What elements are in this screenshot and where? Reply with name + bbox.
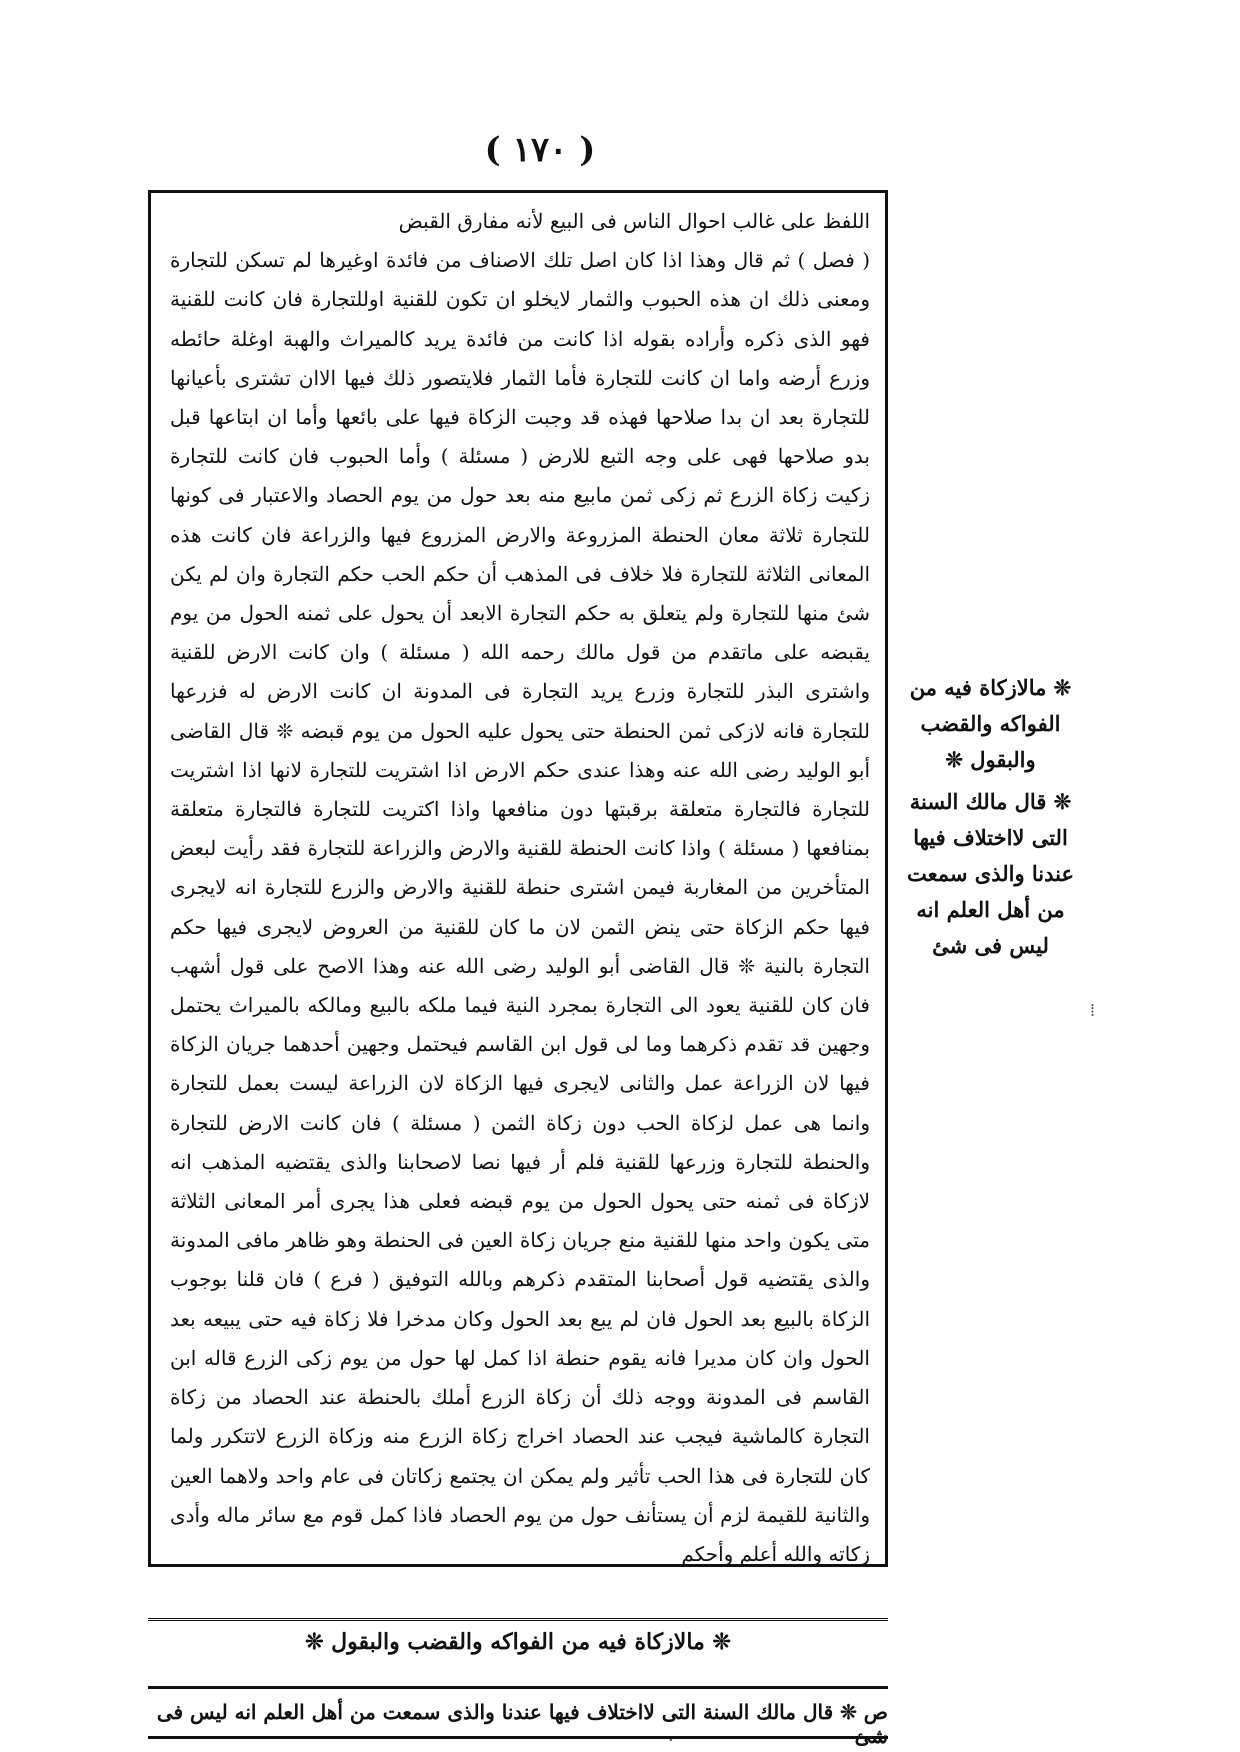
paragraph-body: ( فصل ) ثم قال وهذا اذا كان اصل تلك الاصناف من فائدة اوغيرها لم تسكن للتجارة ومعنى ذلك ان هذه الحبوب والثمار لايخلو ان تكون للقنية اوللتجارة فان كانت للقنية فهو الذى ذكره وأراده بقوله اذا كانت من فائدة يريد كالميراث والهبة اوغلة حائطه وزرع أرضه واما ان كانت للتجارة فأما الثمار فلايتصور ذلك فيها الاان تشترى بأعيانها للتجارة بعد ان بدا صلاحها فهذه قد وجبت الزكاة فيها على بائعها وأما ان ابتاعها قبل بدو صلاحها فهى على وجه التبع للارض ( مسئلة ) وأما الحبوب فان كانت للتجارة زكيت زكاة الزرع ثم زكى ثمن مابيع منه بعد حول من يوم الحصاد والاعتبار فى كونها للتجارة ثلاثة معان الحنطة المزروعة والارض المزروع فيها والزراعة فان كانت هذه المعانى الثلاثة للتجارة فلا خلاف فى المذهب أن حكم الحب حكم التجارة وان لم يكن شئ منها للتجارة ولم يتعلق به حكم التجارة الابعد أن يحول على ثمنه الحول من يوم يقبضه على ماتقدم من قول مالك رحمه الله ( مسئلة ) وان كانت الارض للقنية واشترى البذر للتجارة وزرع يريد التجارة فى المدونة ان كانت الارض له فزرعها للتجارة فانه لازكى ثمن الحنطة حتى يحول عليه الحول من يوم قبضه ❊ قال القاضى أبو الوليد رضى الله عنه وهذا عندى حكم الارض اذا اشتريت للتجارة لانها اذا اشتريت للتجارة فالتجارة متعلقة برقبتها دون منافعها واذا اكتريت للتجارة فالتجارة متعلقة بمنافعها ( مسئلة ) واذا كانت الحنطة للقنية والارض والزراعة للتجارة فقد رأيت لبعض المتأخرين من المغاربة فيمن اشترى حنطة للقنية والارض والزرع للتجارة انه لايجرى فيها حكم الزكاة حتى ينض الثمن لان ما كان للقنية من العروض لايجرى فيها حكم التجارة بالنية ❊ قال القاضى أبو الوليد رضى الله عنه وهذا الاصح على قول أشهب فان كان للقنية يعود الى التجارة بمجرد النية فيما ملكه بالبيع ومالكه بالميراث يحتمل وجهين قد تقدم ذكرهما وما لى قول ابن القاسم فيحتمل وجهين أحدهما جريان الزكاة فيها لان الزراعة عمل والثانى لايجرى فيها الزكاة لان الزراعة ليست بعمل للتجارة وانما هى عمل لزكاة الحب دون زكاة الثمن ( مسئلة ) فان كانت الارض للتجارة والحنطة للتجارة وزرعها للقنية فلم أر فيها نصا لاصحابنا والذى يقتضيه المذهب انه لازكاة فى ثمنه حتى يحول الحول من يوم قبضه فعلى هذا يجرى أمر المعانى الثلاثة متى يكون واحد منها للقنية منع جريان زكاة العين فى الحنطة وهو ظاهر مافى المدونة والذى يقتضيه قول أصحابنا المتقدم ذكرهم وبالله التوفيق ( فرع ) فان قلنا بوجوب الزكاة بالبيع بعد الحول فان لم يبع بعد الحول وكان مدخرا فلا زكاة فيه حتى يبيعه بعد الحول وان كان مديرا فانه يقوم حنطة اذا كمل لها حول من يوم زكى الزرع قاله ابن القاسم فى المدونة ووجه ذلك أن زكاة الزرع أملك بالحنطة عند الحصاد من زكاة التجارة كالماشية فيجب عند الحصاد اخراج زكاة الزرع منه وزكاة الزرع لاتتكرر ولما كان للتجارة فى هذا الحب تأثير ولم يمكن ان يجتمع زكاتان فى عام واحد ولاهما العين والثانية للقيمة لزم أن يستأنف حول من يوم الحصاد فاذا كمل قوم مع سائر ماله وأدى زكاته والله أعلم وأحكم: [170, 248, 871, 1566]
margin-note-heading: ❊ مالازكاة فيه من الفواكه والقضب والبقول ❊: [909, 675, 1072, 772]
section-divider-top: [148, 1618, 888, 1621]
scan-dot: ·: [668, 1730, 674, 1751]
main-body-text: [170, 202, 870, 1574]
section-heading: ❊ مالازكاة فيه من الفواكه والقضب والبقول ❊: [305, 1629, 731, 1655]
scan-mark: ⁞: [1090, 1000, 1096, 1021]
paragraph-first-line: اللفظ على غالب احوال الناس فى البيع لأنه مفارق القبض: [398, 209, 870, 233]
margin-note-text: ❊ قال مالك السنة التى لااختلاف فيها عندنا والذى سمعت من أهل العلم انه ليس فى شئ: [906, 789, 1075, 958]
bottom-text-line: ص ❊ قال مالك السنة التى لااختلاف فيها عندنا والذى سمعت من أهل العلم انه ليس فى شئ: [156, 1700, 888, 1748]
main-text-frame: [148, 190, 888, 1750]
section-divider-bottom: [148, 1686, 888, 1689]
margin-notes: [898, 670, 1083, 970]
page-number: ( ١٧٠ ): [484, 130, 596, 170]
bottom-frame-line: [148, 1736, 888, 1739]
